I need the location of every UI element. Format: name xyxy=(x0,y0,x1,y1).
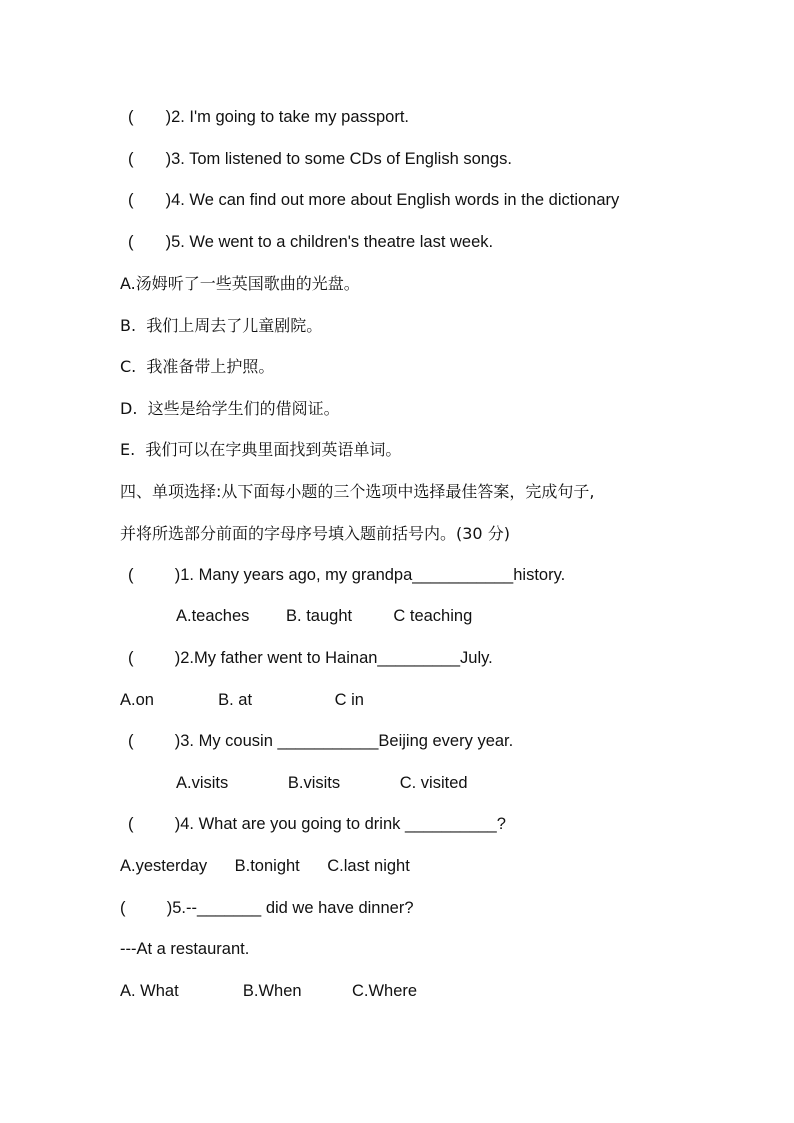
question-4-options: A.yesterday B.tonight C.last night xyxy=(120,857,410,875)
match-option-c: C. 我准备带上护照。 xyxy=(120,357,275,376)
question-3-options: A.visits B.visits C. visited xyxy=(176,774,468,792)
match-item-2: ( )2. I'm going to take my passport. xyxy=(128,108,410,126)
question-5-answer-line: ---At a restaurant. xyxy=(120,940,250,958)
match-item-5: ( )5. We went to a children's theatre last week. xyxy=(128,233,494,251)
match-option-d: D. 这些是给学生们的借阅证。 xyxy=(120,399,340,418)
match-item-3: ( )3. Tom listened to some CDs of English songs. xyxy=(128,150,512,168)
section-four-instruction: 并将所选部分前面的字母序号填入题前括号内。(30 分) xyxy=(120,524,510,543)
question-2-stem: ( )2.My father went to Hainan_________July. xyxy=(128,649,493,667)
question-2-options: A.on B. at C in xyxy=(120,691,364,709)
section-four-heading: 四、单项选择:从下面每小题的三个选项中选择最佳答案，完成句子, xyxy=(120,482,595,501)
question-5-stem: ( )5.--_______ did we have dinner? xyxy=(120,899,414,917)
question-5-options: A. What B.When C.Where xyxy=(120,982,418,1000)
match-option-b: B. 我们上周去了儿童剧院。 xyxy=(120,316,323,335)
match-option-a: A.汤姆听了一些英国歌曲的光盘。 xyxy=(120,274,360,293)
match-item-4: ( )4. We can find out more about English words in the dictionary xyxy=(128,191,620,209)
question-1-options: A.teaches B. taught C teaching xyxy=(176,607,473,625)
question-3-stem: ( )3. My cousin ___________Beijing every year. xyxy=(128,732,514,750)
question-4-stem: ( )4. What are you going to drink __________? xyxy=(128,815,506,833)
question-1-stem: ( )1. Many years ago, my grandpa___________history. xyxy=(128,566,566,584)
match-option-e: E. 我们可以在字典里面找到英语单词。 xyxy=(120,440,402,459)
